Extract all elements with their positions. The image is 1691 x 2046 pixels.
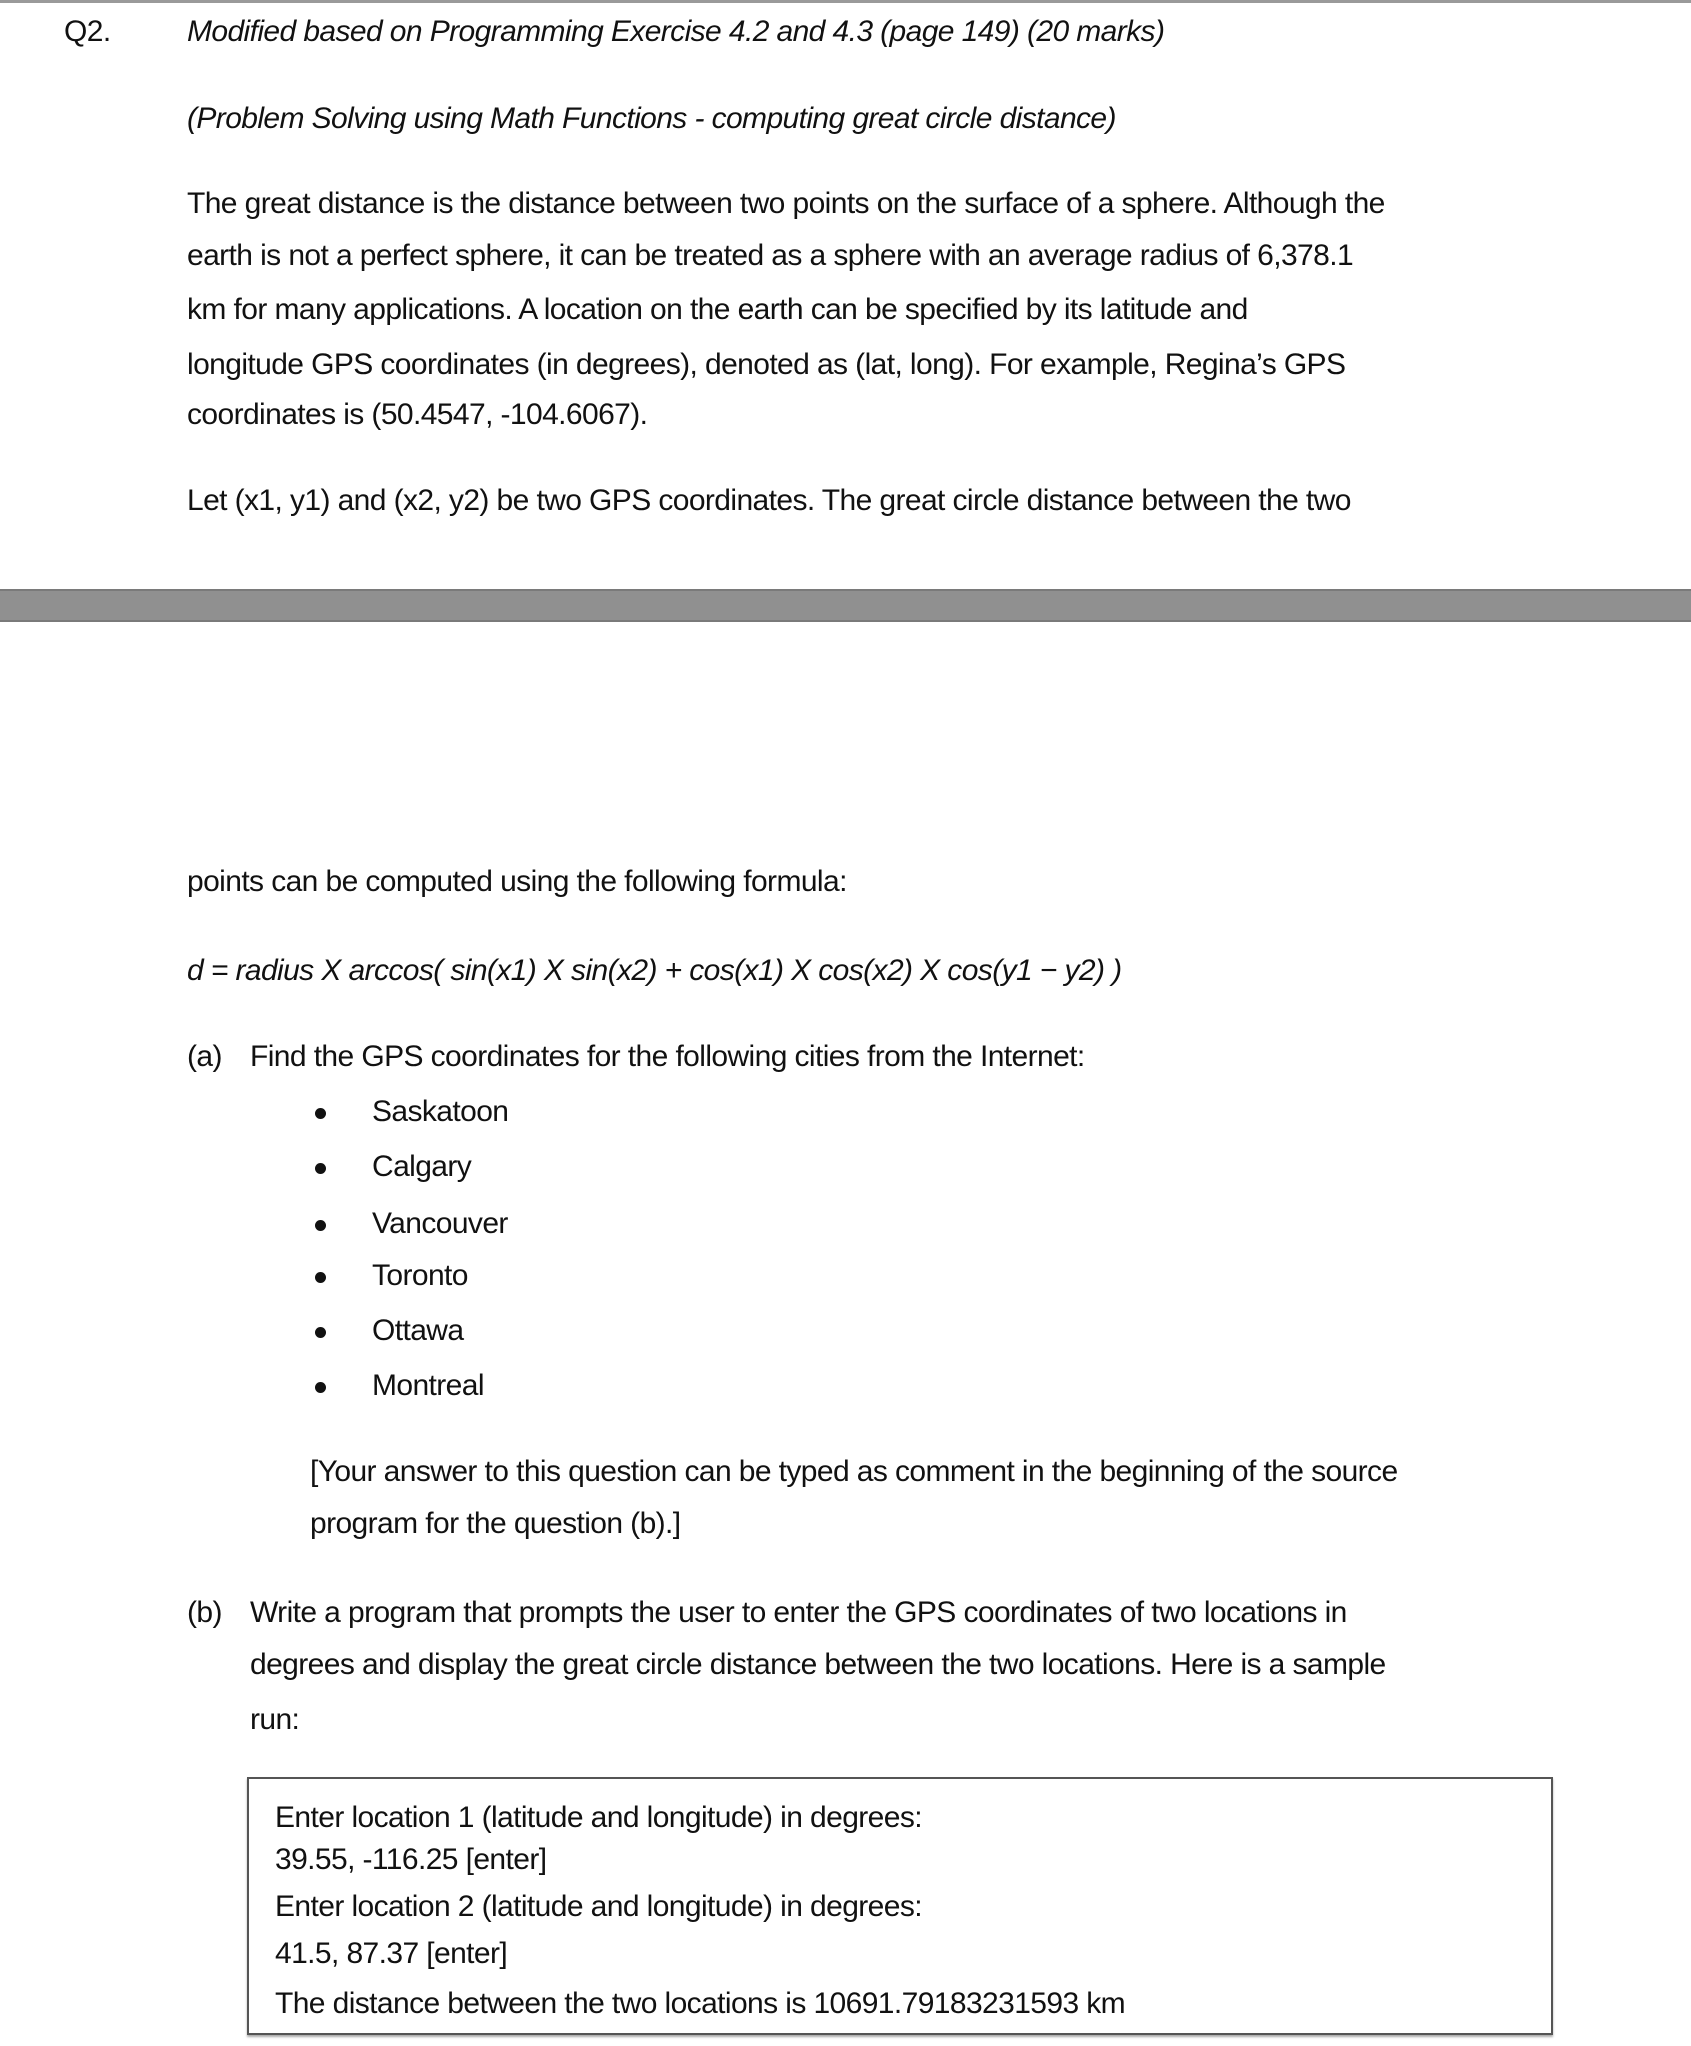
- let-line: Let (x1, y1) and (x2, y2) be two GPS coordinates. The great circle distance between the two: [187, 484, 1351, 517]
- bullet-icon: [315, 1220, 326, 1231]
- bullet-icon: [315, 1327, 326, 1338]
- city-item: Calgary: [372, 1150, 472, 1183]
- intro-line: The great distance is the distance between two points on the surface of a sphere. Although the: [187, 187, 1385, 220]
- bullet-icon: [315, 1272, 326, 1283]
- page-top-edge: [0, 0, 1691, 3]
- sample-run-line: 41.5, 87.37 [enter]: [275, 1937, 508, 1970]
- bullet-icon: [315, 1382, 326, 1393]
- city-item: Montreal: [372, 1369, 484, 1402]
- part-b-label: (b): [187, 1596, 222, 1629]
- sample-run-line: Enter location 2 (latitude and longitude) in degrees:: [275, 1890, 922, 1923]
- city-item: Ottawa: [372, 1314, 464, 1347]
- part-a-text: Find the GPS coordinates for the following cities from the Internet:: [250, 1040, 1085, 1073]
- formula: d = radius X arccos( sin(x1) X sin(x2) + cos(x1) X cos(x2) X cos(y1 − y2) ): [187, 954, 1122, 987]
- bullet-icon: [315, 1163, 326, 1174]
- sample-run-box: [247, 1777, 1553, 2035]
- city-item: Saskatoon: [372, 1095, 509, 1128]
- part-b-text: Write a program that prompts the user to enter the GPS coordinates of two locations in: [250, 1596, 1347, 1629]
- city-item: Vancouver: [372, 1207, 508, 1240]
- page-break-divider: [0, 589, 1691, 622]
- intro-line: longitude GPS coordinates (in degrees), denoted as (lat, long). For example, Regina’s GPS: [187, 348, 1346, 381]
- part-a-note: program for the question (b).]: [310, 1507, 681, 1540]
- sample-run-line: 39.55, -116.25 [enter]: [275, 1843, 547, 1876]
- intro-line: coordinates is (50.4547, -104.6067).: [187, 398, 648, 431]
- intro-line: earth is not a perfect sphere, it can be treated as a sphere with an average radius of 6,378.1: [187, 239, 1354, 272]
- city-item: Toronto: [372, 1259, 468, 1292]
- part-b-text: run:: [250, 1703, 300, 1736]
- part-a-note: [Your answer to this question can be typed as comment in the beginning of the source: [310, 1455, 1398, 1488]
- question-number: Q2.: [64, 15, 111, 48]
- points-line: points can be computed using the following formula:: [187, 865, 847, 898]
- question-title: Modified based on Programming Exercise 4.2 and 4.3 (page 149) (20 marks): [187, 15, 1165, 48]
- intro-line: km for many applications. A location on the earth can be specified by its latitude and: [187, 293, 1248, 326]
- sample-run-line: The distance between the two locations is 10691.79183231593 km: [275, 1987, 1126, 2020]
- sample-run-line: Enter location 1 (latitude and longitude) in degrees:: [275, 1801, 922, 1834]
- bullet-icon: [315, 1108, 326, 1119]
- part-a-label: (a): [187, 1040, 222, 1073]
- part-b-text: degrees and display the great circle distance between the two locations. Here is a sample: [250, 1648, 1386, 1681]
- question-subtitle: (Problem Solving using Math Functions - computing great circle distance): [187, 102, 1116, 135]
